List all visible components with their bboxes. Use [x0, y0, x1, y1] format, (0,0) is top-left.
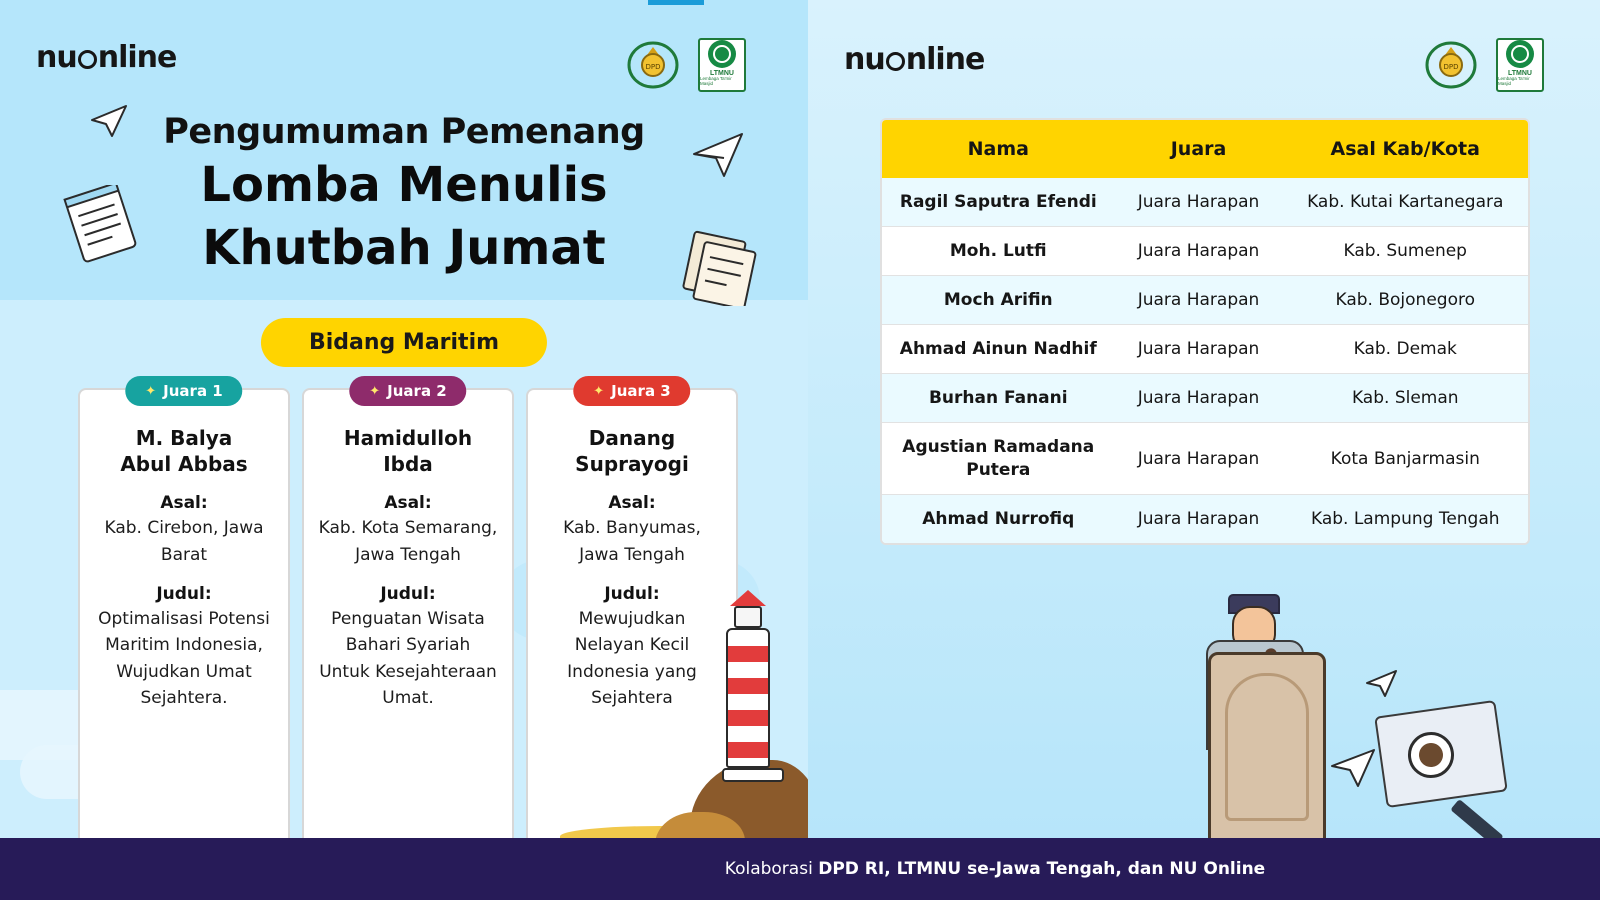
column-header-juara: Juara — [1115, 120, 1283, 178]
asal-label: Asal: — [384, 493, 432, 514]
cell-nama: Ragil Saputra Efendi — [882, 178, 1115, 227]
cell-nama: Moch Arifin — [882, 276, 1115, 325]
rank-badge-2 — [349, 376, 466, 406]
judul-value: Mewujudkan Nelayan Kecil Indonesia yang Sejahtera — [567, 608, 697, 708]
brand-text-online: nline — [905, 42, 985, 77]
title-line-3: Khutbah Jumat — [202, 219, 606, 276]
asal-value: Kab. Cirebon, Jawa Barat — [104, 518, 264, 565]
winner-name-line1: Hamidulloh — [343, 426, 473, 450]
ltmnu-logo-icon — [698, 38, 746, 92]
winner-name — [542, 426, 722, 477]
category-badge: Bidang Maritim — [261, 318, 547, 367]
title-line-2: Lomba Menulis — [200, 157, 608, 213]
rank-label: Juara 1 — [163, 382, 223, 400]
ltmnu-logo-label: LTMNU — [710, 70, 734, 78]
logo-group — [624, 38, 746, 92]
brand-text-nu: nu — [844, 42, 885, 77]
paper-plane-icon — [1328, 742, 1380, 790]
sparkle-icon: ✦ — [369, 383, 381, 399]
winner-name-line1: M. Balya — [135, 426, 233, 450]
logo-group — [1422, 38, 1544, 92]
ltmnu-logo-icon — [1496, 38, 1544, 92]
winner-card — [302, 382, 514, 848]
svg-text:DPD: DPD — [1443, 63, 1459, 71]
brand-text-nu: nu — [36, 40, 77, 75]
brand-o-icon — [886, 52, 905, 71]
right-panel — [808, 0, 1600, 900]
cell-asal: Kab. Sleman — [1283, 374, 1529, 423]
table-row — [882, 276, 1528, 325]
ltmnu-logo-sub: Lembaga Ta'mir Masjid — [1498, 76, 1530, 87]
mimbar-podium-icon — [1208, 652, 1326, 842]
footer-prefix: Kolaborasi — [724, 859, 819, 879]
judul-label: Judul: — [380, 583, 436, 604]
ltmnu-logo-label: LTMNU — [1508, 70, 1532, 78]
table-row — [882, 423, 1528, 494]
cell-nama: Burhan Fanani — [882, 374, 1115, 423]
winner-name — [318, 426, 498, 477]
cell-juara: Juara Harapan — [1115, 325, 1283, 374]
footer-bar — [0, 838, 1600, 900]
dpd-ri-logo-icon — [624, 38, 682, 92]
judul-value: Optimalisasi Potensi Maritim Indonesia, Wujudkan Umat Sejahtera. — [98, 608, 270, 708]
winner-card-list — [78, 382, 738, 848]
asal-label: Asal: — [160, 493, 208, 514]
cell-asal: Kab. Sumenep — [1283, 227, 1529, 276]
table-row — [882, 178, 1528, 227]
cell-asal: Kab. Demak — [1283, 325, 1529, 374]
column-header-nama: Nama — [882, 120, 1115, 178]
cell-asal: Kab. Lampung Tengah — [1310, 508, 1500, 529]
winner-card — [526, 382, 738, 848]
judul-label: Judul: — [604, 583, 660, 604]
nu-online-logo — [36, 40, 176, 75]
table-row — [882, 494, 1528, 543]
results-table — [882, 120, 1528, 543]
footer-partners: DPD RI, LTMNU se-Jawa Tengah, dan NU Online — [818, 859, 1266, 879]
rank-label: Juara 3 — [611, 382, 671, 400]
winner-name-line2: Abul Abbas — [120, 451, 248, 476]
asal-label: Asal: — [608, 493, 656, 514]
cell-asal: Kab. Bojonegoro — [1283, 276, 1529, 325]
nu-online-logo — [844, 42, 984, 77]
cell-nama: Ahmad Ainun Nadhif — [882, 325, 1115, 374]
cell-asal: Kab. Kutai Kartanegara — [1283, 178, 1529, 227]
cell-nama: Agustian Ramadana Putera — [882, 423, 1115, 494]
harapan-winners-table — [880, 118, 1530, 545]
cell-juara: Juara Harapan — [1115, 423, 1283, 494]
sparkle-icon: ✦ — [145, 383, 157, 399]
table-head — [882, 120, 1528, 178]
brand-text-online: nline — [97, 40, 177, 75]
svg-text:DPD: DPD — [645, 63, 661, 71]
table-header-row — [882, 120, 1528, 178]
rank-badge-1 — [125, 376, 242, 406]
ltmnu-globe-icon — [1506, 40, 1534, 68]
brand-o-icon — [78, 50, 97, 69]
dpd-ri-logo-icon — [1422, 38, 1480, 92]
poster-title — [0, 112, 808, 277]
cell-juara: Juara Harapan — [1137, 508, 1260, 529]
cell-juara: Juara Harapan — [1115, 227, 1283, 276]
cell-juara: Juara Harapan — [1115, 374, 1283, 423]
lighthouse-icon — [722, 590, 774, 782]
rank-badge-3 — [573, 376, 690, 406]
winner-name — [94, 426, 274, 477]
winner-name-line2: Suprayogi — [575, 451, 689, 476]
cell-juara: Juara Harapan — [1115, 178, 1283, 227]
table-row — [882, 227, 1528, 276]
judul-label: Judul: — [156, 583, 212, 604]
title-line-1: Pengumuman Pemenang — [163, 112, 645, 152]
judul-value: Penguatan Wisata Bahari Syariah Untuk Kesejahteraan Umat. — [319, 608, 497, 708]
asal-value: Kab. Banyumas, Jawa Tengah — [563, 518, 701, 565]
ltmnu-globe-icon — [708, 40, 736, 68]
asal-value: Kab. Kota Semarang, Jawa Tengah — [318, 518, 498, 565]
winner-name-line1: Danang — [588, 426, 676, 450]
paper-plane-icon — [1364, 666, 1400, 700]
top-tick-decor — [648, 0, 704, 5]
ltmnu-logo-sub: Lembaga Ta'mir Masjid — [700, 76, 732, 87]
table-row — [882, 325, 1528, 374]
cell-asal: Kota Banjarmasin — [1283, 423, 1529, 494]
cell-nama: Ahmad Nurrofiq — [922, 508, 1075, 529]
footer-credit — [725, 859, 1265, 879]
column-header-asal: Asal Kab/Kota — [1283, 120, 1529, 178]
cell-nama: Moh. Lutfi — [882, 227, 1115, 276]
table-body — [882, 178, 1528, 543]
table-row — [882, 374, 1528, 423]
cell-juara: Juara Harapan — [1115, 276, 1283, 325]
sparkle-icon: ✦ — [593, 383, 605, 399]
winner-name-line2: Ibda — [383, 451, 433, 476]
winner-card — [78, 382, 290, 848]
rank-label: Juara 2 — [387, 382, 447, 400]
